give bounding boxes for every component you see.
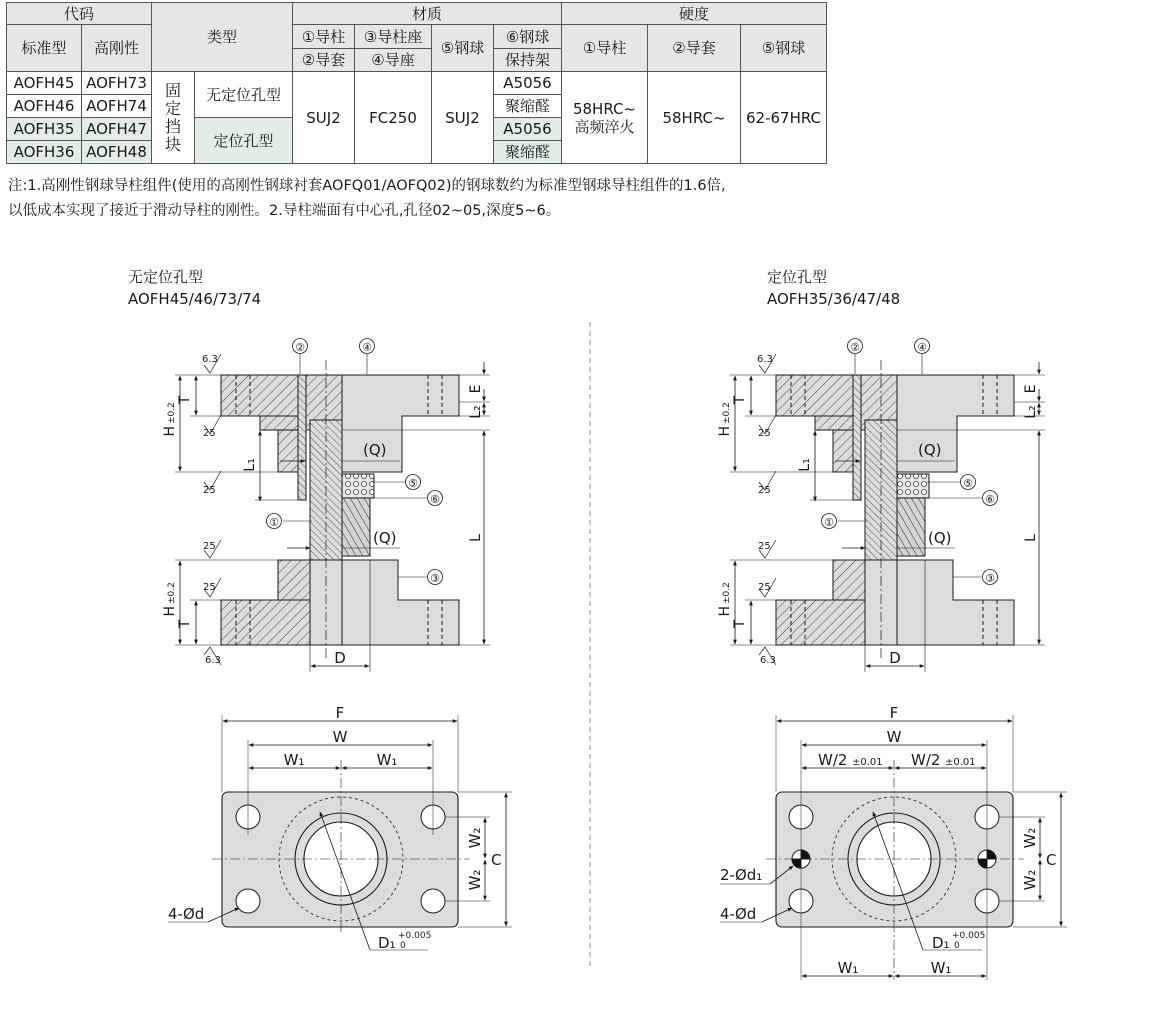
left-dim-T-top: T (177, 395, 193, 405)
table-cell-high: AOFH74 (82, 95, 152, 118)
left-plan-D1-tol-low: 0 (400, 941, 406, 951)
left-dim-H-tol-bottom: ±0.2 (167, 582, 177, 604)
right-plan-W1-a: W₁ (837, 959, 859, 977)
right-callout-1: ① (824, 516, 834, 529)
header-code: 代码 (7, 3, 152, 25)
left-callout-5: ⑤ (408, 477, 418, 490)
left-plan-W2-a: W₂ (466, 827, 484, 849)
left-plan-W1-b: W₁ (376, 751, 398, 769)
right-plan-W-half-b: W/2 (911, 751, 941, 769)
right-plan-F: F (889, 704, 899, 722)
header-hard-post: ①导柱 (562, 25, 648, 72)
left-dim-L1: L₁ (242, 458, 258, 472)
right-dim-L: L (1023, 534, 1039, 542)
left-callout-4: ④ (362, 341, 372, 354)
right-plan-W-half-a: W/2 (818, 751, 848, 769)
right-plan-hole-d1: 2-Ød₁ (720, 866, 763, 884)
table-cell-retainer: 聚缩醛 (494, 95, 562, 118)
left-callout-6: ⑥ (430, 493, 440, 506)
left-plan-view (168, 715, 512, 950)
right-dim-H-tol-bottom: ±0.2 (722, 582, 732, 604)
table-cell-std: AOFH36 (7, 141, 82, 164)
header-standard: 标准型 (7, 25, 82, 72)
left-plan-D1: D₁ (378, 934, 396, 952)
right-dim-D: D (889, 649, 901, 667)
left-dim-H-top: H (162, 426, 178, 437)
right-dim-Q-upper: (Q) (918, 441, 942, 459)
right-rough-25-c: 25 (758, 541, 771, 552)
left-dim-Q-lower: (Q) (373, 529, 397, 547)
left-plan-W: W (332, 728, 348, 746)
header-hard-bushing: ②导套 (648, 25, 741, 72)
right-plan-view (720, 715, 1067, 980)
note-line-2: 以低成本实现了接近于滑动导柱的刚性。2.导柱端面有中心孔,孔径02~05,深度5~6。 (8, 203, 561, 219)
right-plan-D1: D₁ (932, 934, 950, 952)
table-cell-retainer: A5056 (494, 118, 562, 141)
left-balls (342, 474, 374, 498)
right-callout-3: ③ (985, 572, 995, 585)
left-rough-25-b: 25 (203, 485, 216, 496)
right-retainer (897, 498, 925, 556)
right-plan-W: W (886, 728, 902, 746)
left-dim-E: E (468, 384, 484, 394)
left-plan-hole-d: 4-Ød (168, 905, 205, 923)
left-dim-D: D (334, 649, 346, 667)
note-line-1: 注:1.高刚性钢球导柱组件(使用的高刚性钢球衬套AOFQ01/AOFQ02)的钢球数约为标准型钢球导柱组件的1.6倍, (8, 178, 726, 194)
header-hard-ball: ⑤钢球 (741, 25, 827, 72)
right-dim-H-bottom: H (717, 606, 733, 617)
right-view-models: AOFH35/36/47/48 (767, 290, 901, 308)
left-section-view (175, 354, 490, 672)
right-callout-2: ② (850, 341, 860, 354)
right-dim-T-top: T (732, 395, 748, 405)
left-bushing (298, 375, 306, 500)
left-rough-63-bottom: 6.3 (205, 655, 221, 666)
table-cell-retainer: 聚缩醛 (494, 141, 562, 164)
right-plan-W-half-tol-a: ±0.01 (852, 757, 883, 768)
header-mat-ball: ⑤钢球 (432, 25, 494, 72)
left-retainer (342, 498, 370, 556)
left-rough-63-top: 6.3 (202, 354, 218, 365)
right-rough-63-bottom: 6.3 (760, 655, 776, 666)
mat-ball: SUJ2 (432, 72, 494, 164)
left-plan-W2-b: W₂ (466, 869, 484, 891)
right-rough-63-top: 6.3 (757, 354, 773, 365)
right-callout-4: ④ (917, 341, 927, 354)
header-mat-bushing: ②导套 (293, 49, 355, 72)
header-mat-seat: ③导柱座 (355, 25, 432, 49)
left-dim-H-tol-top: ±0.2 (167, 402, 177, 424)
left-rough-25-d: 25 (203, 582, 216, 593)
left-guide-seat-hatch (221, 375, 305, 416)
table-cell-retainer: A5056 (494, 72, 562, 95)
mat-post: SUJ2 (293, 72, 355, 164)
right-plan-hole-d: 4-Ød (720, 905, 757, 923)
fixed-block-text: 固定挡块 (164, 80, 181, 154)
right-plan-W-half-tol-b: ±0.01 (945, 757, 976, 768)
left-callout-1: ① (269, 516, 279, 529)
table-cell-std: AOFH45 (7, 72, 82, 95)
right-dim-H-top: H (717, 426, 733, 437)
left-plan-D1-tol-up: +0.005 (398, 931, 432, 941)
left-callout-3: ③ (430, 572, 440, 585)
right-callout-5: ⑤ (963, 477, 973, 490)
right-dim-Q-lower: (Q) (928, 529, 952, 547)
right-bushing (853, 375, 861, 500)
table-cell-high: AOFH47 (82, 118, 152, 141)
left-view-models: AOFH45/46/73/74 (128, 290, 262, 308)
header-material: 材质 (293, 3, 562, 25)
right-plan-D1-tol-up: +0.005 (952, 931, 986, 941)
right-plan-W1-b: W₁ (930, 959, 952, 977)
header-hardness: 硬度 (562, 3, 827, 25)
table-cell-std: AOFH46 (7, 95, 82, 118)
hard-ball: 62-67HRC (741, 72, 827, 164)
right-dim-L2: L₂ (1023, 405, 1039, 419)
right-balls (897, 474, 929, 498)
right-dim-H-tol-top: ±0.2 (722, 402, 732, 424)
left-dim-L2: L₂ (468, 405, 484, 419)
table-cell-std: AOFH35 (7, 118, 82, 141)
header-mat-guide-seat: ④导座 (355, 49, 432, 72)
left-dim-H-bottom: H (162, 606, 178, 617)
header-mat-retainer-2: 保持架 (494, 49, 562, 72)
header-type: 类型 (152, 3, 293, 72)
hard-post-line2: 高频淬火 (574, 117, 635, 136)
left-callout-2: ② (295, 341, 305, 354)
header-mat-retainer: ⑥钢球 (494, 25, 562, 49)
right-dim-T-bottom: T (732, 619, 748, 629)
left-dim-T-bottom: T (177, 619, 193, 629)
right-plan-W2-b: W₂ (1021, 869, 1039, 891)
right-plan-W2-a: W₂ (1021, 827, 1039, 849)
right-plan-C: C (1046, 851, 1057, 869)
right-callout-6: ⑥ (985, 493, 995, 506)
type-no-hole: 无定位孔型 (195, 72, 293, 118)
right-rough-25-a: 25 (758, 428, 771, 439)
left-dim-Q-upper: (Q) (363, 441, 387, 459)
right-rough-25-b: 25 (758, 485, 771, 496)
header-mat-post: ①导柱 (293, 25, 355, 49)
right-section-view (730, 354, 1045, 672)
right-dim-E: E (1023, 384, 1039, 394)
header-high-rigidity: 高刚性 (82, 25, 152, 72)
left-plan-C: C (491, 851, 502, 869)
right-plan-D1-tol-low: 0 (954, 941, 960, 951)
type-hole: 定位孔型 (195, 118, 293, 164)
hard-post-line1: 58HRC~ (572, 99, 637, 118)
left-rough-25-c: 25 (203, 541, 216, 552)
left-plan-W1-a: W₁ (283, 751, 305, 769)
table-cell-high: AOFH48 (82, 141, 152, 164)
left-view-title: 无定位孔型 (128, 268, 204, 286)
mat-seat: FC250 (355, 72, 432, 164)
left-plan-F: F (335, 704, 345, 722)
right-view-title: 定位孔型 (767, 268, 828, 286)
right-rough-25-d: 25 (758, 582, 771, 593)
left-dim-L: L (468, 534, 484, 542)
right-dim-L1: L₁ (797, 458, 813, 472)
table-cell-high: AOFH73 (82, 72, 152, 95)
hard-bushing: 58HRC~ (648, 72, 741, 164)
left-rough-25-a: 25 (203, 428, 216, 439)
